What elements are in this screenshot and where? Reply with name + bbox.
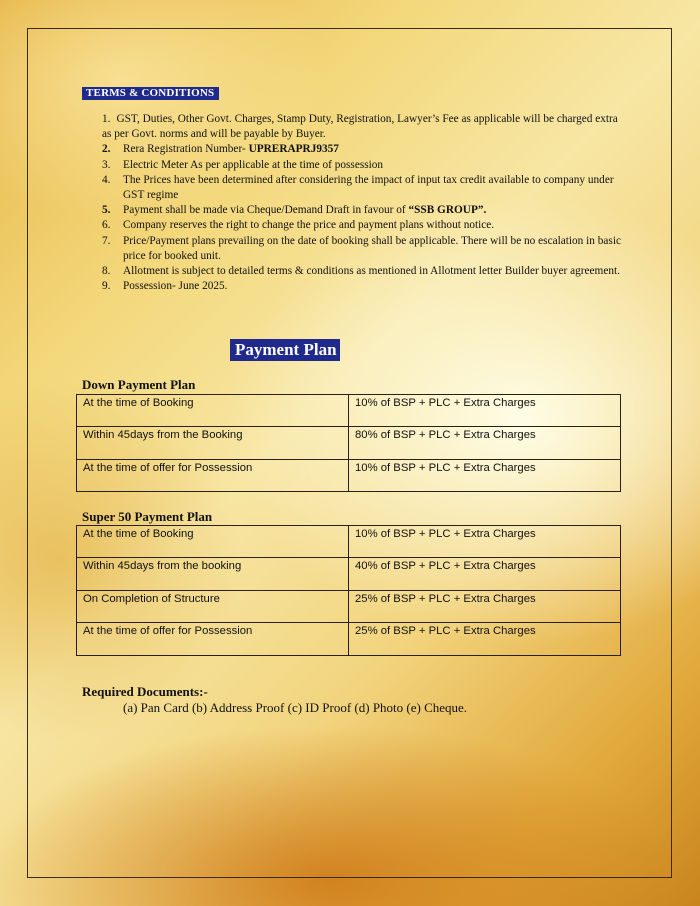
down-payment-heading: Down Payment Plan — [82, 377, 196, 392]
payment-plan-title: Payment Plan — [230, 339, 340, 361]
terms-item-6: 6. Company reserves the right to change the price and payment plans without notice. — [102, 219, 495, 232]
plan-stage: At the time of Booking — [77, 395, 349, 427]
required-documents-title: Required Documents:- — [82, 684, 208, 699]
table-row — [77, 591, 621, 623]
plan-stage: At the time of Booking — [77, 526, 349, 558]
down-payment-table — [76, 394, 621, 492]
table-row — [77, 526, 621, 558]
plan-amount: 10% of BSP + PLC + Extra Charges — [349, 395, 621, 427]
plan-stage: At the time of offer for Possession — [77, 623, 349, 656]
required-documents-list: (a) Pan Card (b) Address Proof (c) ID Proof (d) Photo (e) Cheque. — [123, 700, 468, 715]
plan-amount: 25% of BSP + PLC + Extra Charges — [349, 591, 621, 623]
plan-stage: Within 45days from the Booking — [77, 427, 349, 460]
plan-amount: 80% of BSP + PLC + Extra Charges — [349, 427, 621, 460]
table-row — [77, 623, 621, 656]
terms-item-2: 2. Rera Registration Number- UPRERAPRJ9357 — [102, 143, 339, 156]
table-row — [77, 558, 621, 591]
plan-amount: 10% of BSP + PLC + Extra Charges — [349, 526, 621, 558]
plan-stage: At the time of offer for Possession — [77, 460, 349, 492]
super50-heading: Super 50 Payment Plan — [82, 509, 213, 524]
plan-stage: On Completion of Structure — [77, 591, 349, 623]
super50-table — [76, 525, 621, 656]
terms-title: TERMS & CONDITIONS — [82, 87, 219, 100]
plan-amount: 40% of BSP + PLC + Extra Charges — [349, 558, 621, 591]
terms-item-7: 7. Price/Payment plans prevailing on the date of booking shall be applicable. There will be no escalation in basic price for booked unit. — [102, 234, 621, 262]
terms-list — [102, 112, 622, 294]
table-row — [77, 395, 621, 427]
terms-item-4: 4. The Prices have been determined after considering the impact of input tax credit available to company under GST regime — [102, 173, 614, 202]
terms-item-3: 3. Electric Meter As per applicable at the time of possession — [102, 158, 384, 171]
terms-item-1: 1. GST, Duties, Other Govt. Charges, Stamp Duty, Registration, Lawyer’s Fee as applicable will be charged extra as per Govt. norms and will be payable by Buyer. — [102, 113, 618, 141]
terms-item-8: 8. Allotment is subject to detailed terms & conditions as mentioned in Allotment letter Builder buyer agreement. — [102, 265, 620, 278]
plan-amount: 25% of BSP + PLC + Extra Charges — [349, 623, 621, 656]
terms-item-9: 9. Possession- June 2025. — [102, 280, 228, 293]
plan-stage: Within 45days from the booking — [77, 558, 349, 591]
terms-item-5: 5. Payment shall be made via Cheque/Demand Draft in favour of “SSB GROUP”. — [102, 204, 487, 217]
table-row — [77, 460, 621, 492]
table-row — [77, 427, 621, 460]
plan-amount: 10% of BSP + PLC + Extra Charges — [349, 460, 621, 492]
